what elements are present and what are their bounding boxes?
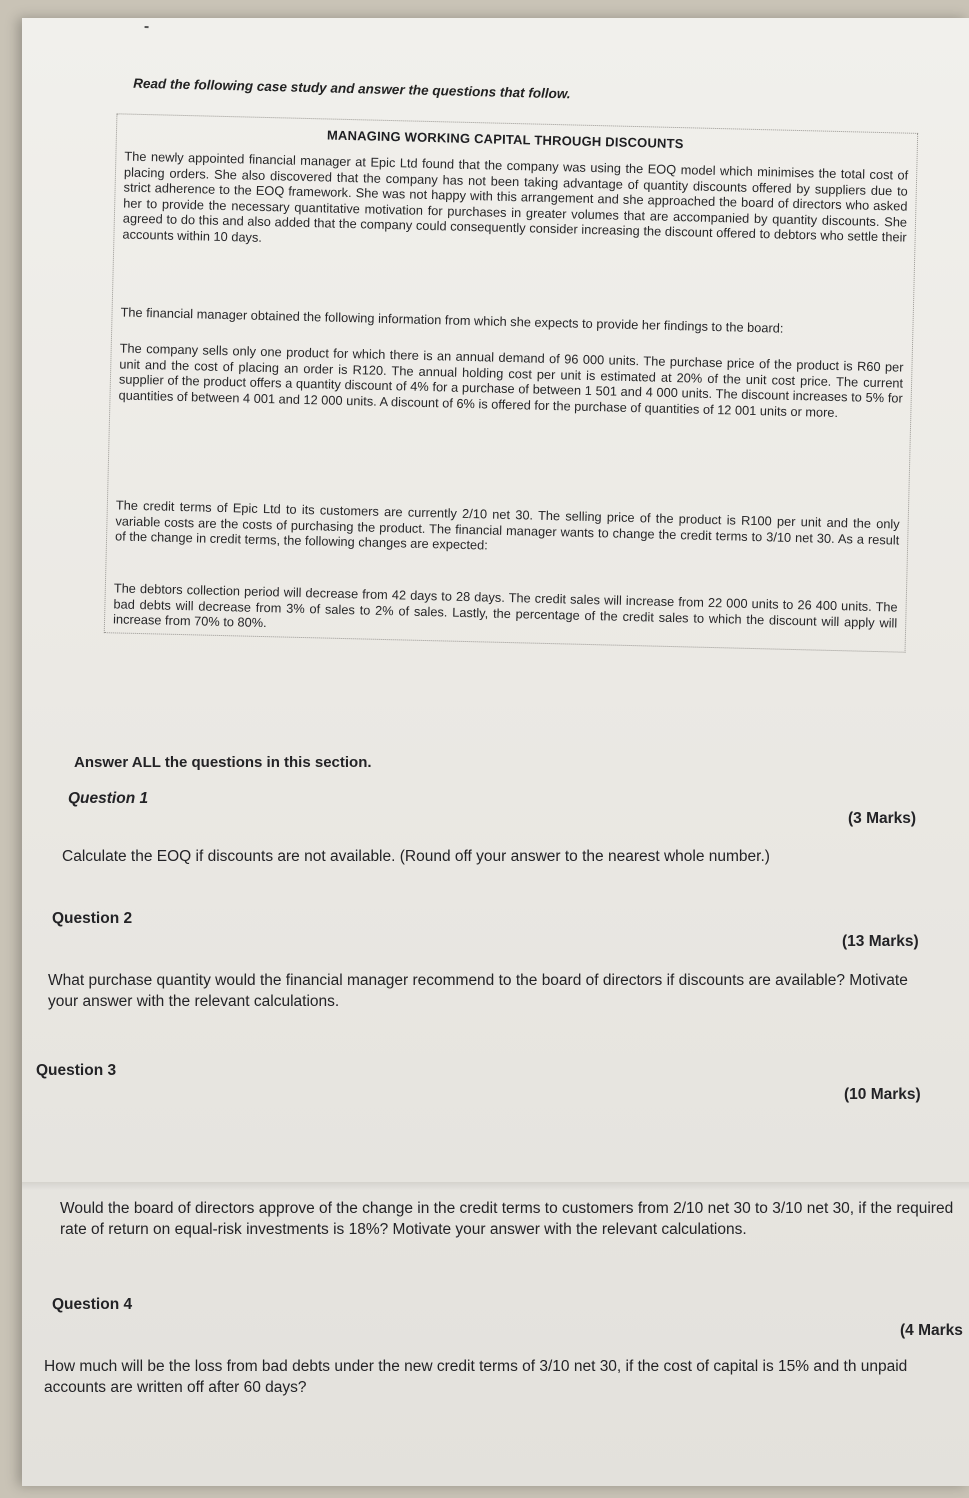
question-3-body: Would the board of directors approve of the change in the credit terms to customers from 2/10 net 30 to 3/10 net 30, if the required rate of return on equal-risk investments is 18%? Motivate your answer with the relevant calculations. — [60, 1200, 954, 1238]
case-study-instruction: Read the following case study and answer the questions that follow. — [133, 75, 571, 102]
section-instruction: Answer ALL the questions in this section. — [74, 754, 372, 771]
question-2-title: Question 2 — [52, 910, 133, 927]
case-study-title: MANAGING WORKING CAPITAL THROUGH DISCOUNTS — [326, 127, 684, 152]
case-paragraph: The debtors collection period will decrease from 42 days to 28 days. The credit sales will increase from 22 000 units to 26 400 units. The bad debts will decrease from 3% of sales to 2% of sales. Lastly, the percentage of the credit sales to which the discount will apply will increase from 70% to 80%. — [112, 580, 898, 631]
case-paragraph: The newly appointed financial manager at Epic Ltd found that the company was using the EOQ model which minimises the total cost of placing orders. She also discovered that the company has not been taking advantage of quantity discounts offered by suppliers due to strict adherence to the EOQ framework. She was not happy with this arrangement and she approached the board of directors who asked her to provide the necessary quantitative motivation for purchases in greater volumes that are accompanied by quantity discounts. She agreed to do this and also added that the company could consequently consider increasing the discount offered to debtors who settle their accounts within 10 days. — [122, 148, 909, 245]
question-2-body: What purchase quantity would the financial manager recommend to the board of directors if discounts are available? Motivate your answer with the relevant calculations. — [48, 972, 908, 1010]
question-1-marks: (3 Marks) — [848, 810, 917, 827]
question-3-title: Question 3 — [36, 1062, 117, 1079]
case-paragraph: The credit terms of Epic Ltd to its customers are currently 2/10 net 30. The selling price of the product is R100 per unit and the only variable costs are the costs of purchasing the product. The financial manager wants to change the credit terms to 3/10 net 30. As a result of the change in credit terms, the following changes are expected: — [114, 497, 900, 553]
case-paragraph: The financial manager obtained the following information from which she expects to provide her findings to the board: — [120, 304, 784, 336]
case-paragraph: The company sells only one product for which there is an annual demand of 96 000 units. The purchase price of the product is R60 per unit and the cost of placing an order is R120. The annual holding cost per unit is estimated at 20% of the unit cost price. The current supplier of the product offers a quantity discount of 4% for a purchase of between 1 501 and 4 000 units. The discount increases to 5% for quantities of between 4 001 and 12 000 units. A discount of 6% is offered for the purchase of quantities of 12 001 units or more. — [118, 340, 904, 420]
question-2-marks: (13 Marks) — [842, 933, 919, 950]
question-4-body: How much will be the loss from bad debts under the new credit terms of 3/10 net 30, if the cost of capital is 15% and th unpaid accounts are written off after 60 days? — [44, 1358, 908, 1396]
question-4-title: Question 4 — [52, 1296, 133, 1313]
question-1-title: Question 1 — [68, 790, 149, 807]
question-3-marks: (10 Marks) — [844, 1086, 921, 1103]
question-1-body: Calculate the EOQ if discounts are not available. (Round off your answer to the nearest whole number.) — [62, 848, 770, 865]
question-4-marks: (4 Marks — [900, 1322, 963, 1339]
